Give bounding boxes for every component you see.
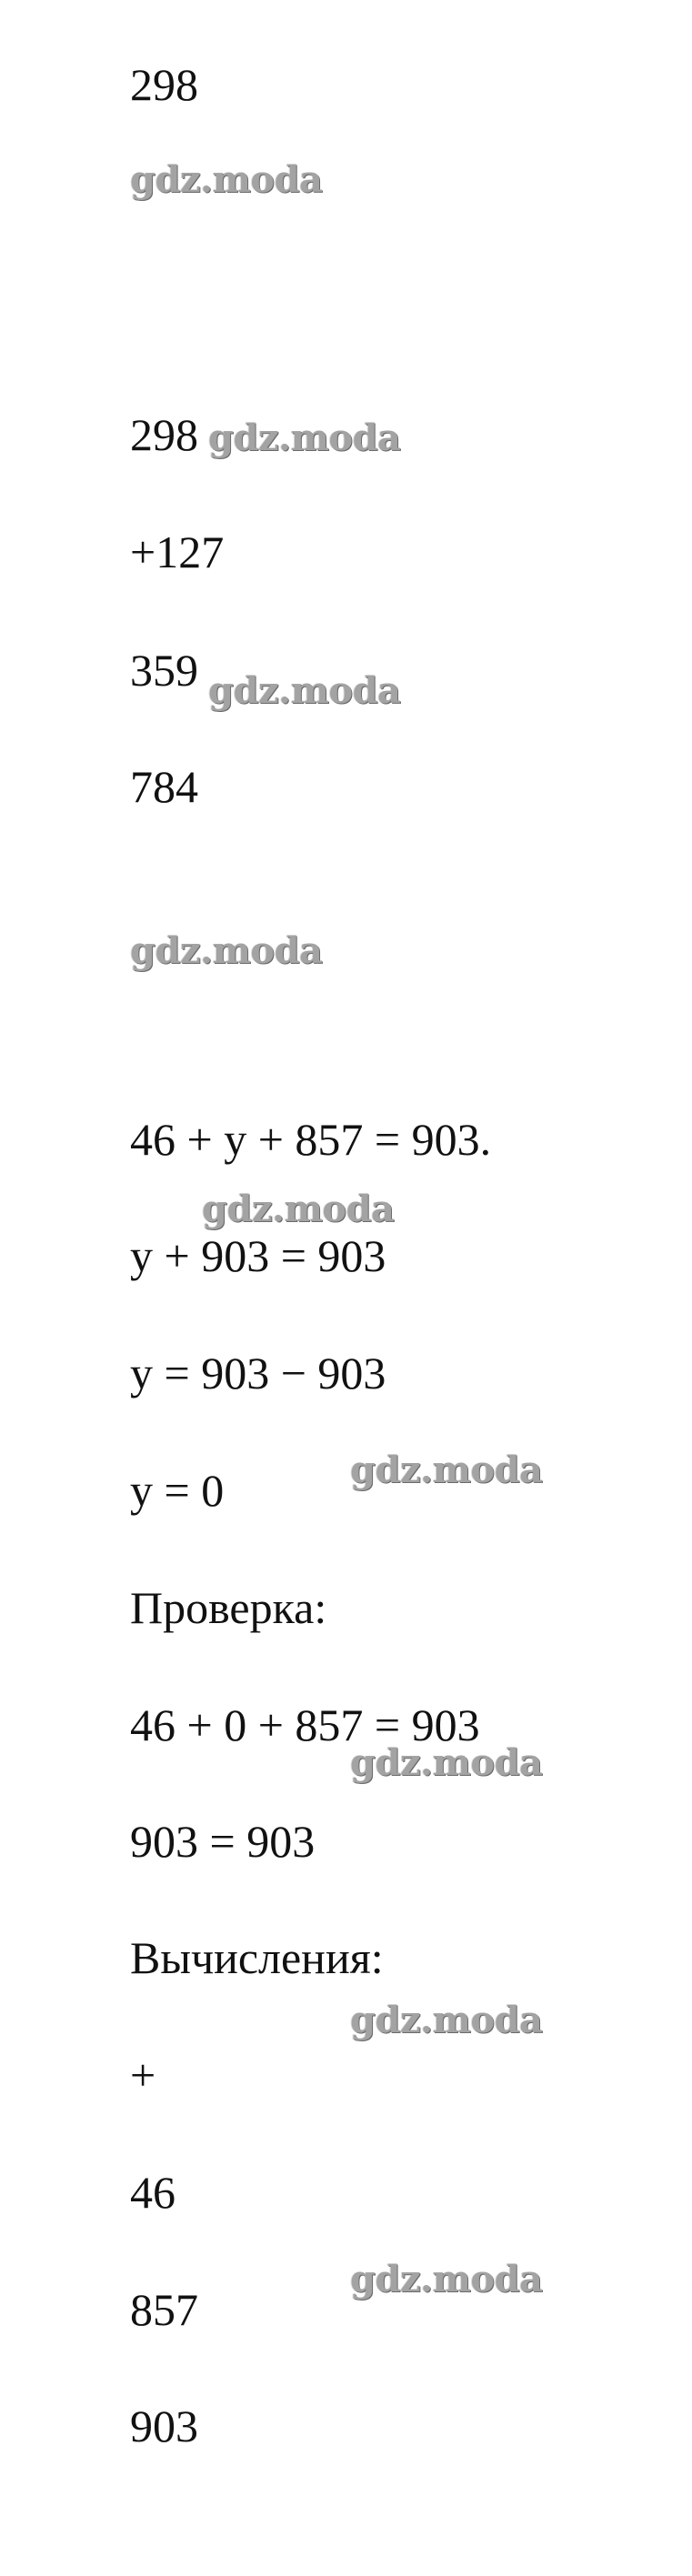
equation-line: 46 + y + 857 = 903. [130,1114,492,1165]
watermark: gdz.moda [202,1188,395,1230]
text-line: 298 [130,59,198,110]
watermark: gdz.moda [350,1741,543,1784]
text-line: + [130,2050,156,2100]
text-line: 359 [130,645,198,696]
section-heading: Вычисления: [130,1932,384,1983]
watermark: gdz.moda [350,1999,543,2041]
text-line: +127 [130,526,225,577]
watermark: gdz.moda [130,158,323,201]
watermark: gdz.moda [130,929,323,972]
watermark: gdz.moda [208,669,401,712]
text-line: 903 [130,2401,198,2451]
text-line: 46 [130,2167,176,2218]
equation-line: y = 0 [130,1465,225,1516]
text-line: 857 [130,2284,198,2335]
text-line: 298 [130,409,198,460]
equation-line: y + 903 = 903 [130,1230,386,1281]
watermark: gdz.moda [350,2258,543,2300]
equation-line: 46 + 0 + 857 = 903 [130,1699,480,1750]
watermark: gdz.moda [208,416,401,459]
watermark: gdz.moda [350,1448,543,1491]
equation-line: y = 903 − 903 [130,1348,386,1398]
section-heading: Проверка: [130,1582,327,1633]
text-line: 784 [130,761,198,812]
equation-line: 903 = 903 [130,1816,316,1867]
